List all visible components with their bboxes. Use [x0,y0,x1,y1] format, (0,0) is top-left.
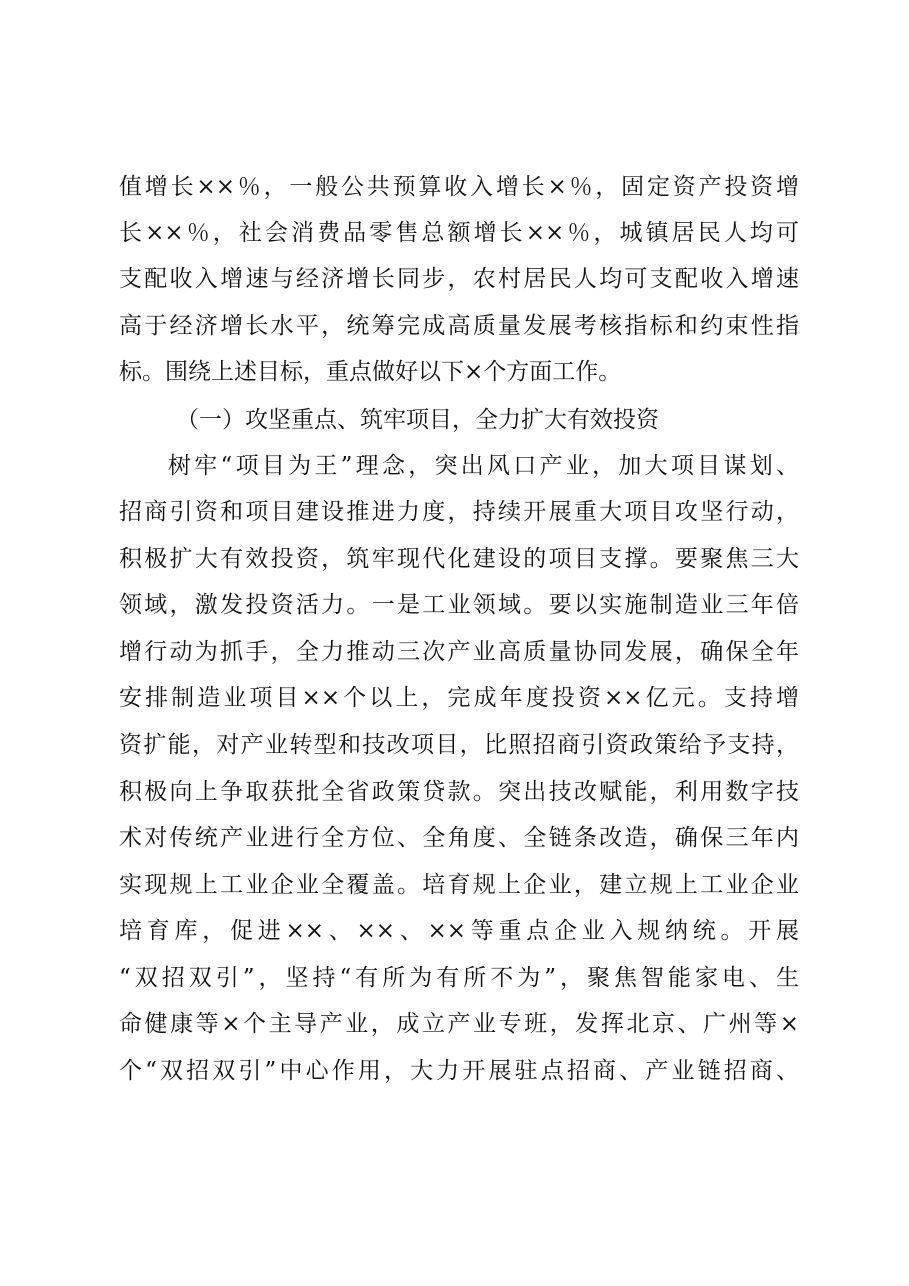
body-text-line: 支配收入增速与经济增长同步，农村居民人均可支配收入增速 [119,266,799,292]
paragraph-first-line: 树牢“项目为王”理念，突出风口产业，加大项目谋划、 [168,453,799,479]
body-text-line: “双招双引”，坚持“有所为有所不为”，聚焦智能家电、生 [119,965,799,991]
body-text-line: 标。围绕上述目标，重点做好以下×个方面工作。 [119,359,622,385]
body-text-line: 招商引资和项目建设推进力度，持续开展重大项目攻坚行动， [119,499,799,525]
body-text-line: 积极向上争取获批全省政策贷款。突出技改赋能，利用数字技 [119,779,799,805]
body-text-line: 值增长××％，一般公共预算收入增长×％，固定资产投资增 [119,174,799,200]
body-text-line: 高于经济增长水平，统筹完成高质量发展考核指标和约束性指 [119,313,799,339]
body-text-line: 增行动为抓手，全力推动三次产业高质量协同发展，确保全年 [119,639,799,665]
body-text-line: 安排制造业项目××个以上，完成年度投资××亿元。支持增 [119,685,799,711]
body-text-line: 命健康等×个主导产业，成立产业专班，发挥北京、广州等× [119,1011,799,1037]
section-heading: （一）攻坚重点、筑牢项目，全力扩大有效投资 [176,407,659,433]
body-text-line: 长××％，社会消费品零售总额增长××％，城镇居民人均可 [119,220,799,246]
body-text-line: 领域，激发投资活力。一是工业领域。要以实施制造业三年倍 [119,592,799,618]
body-text-line: 积极扩大有效投资，筑牢现代化建设的项目支撑。要聚焦三大 [119,546,799,572]
body-text-line: 实现规上工业企业全覆盖。培育规上企业，建立规上工业企业 [119,872,799,898]
body-text-line: 资扩能，对产业转型和技改项目，比照招商引资政策给予支持， [119,732,799,758]
body-text-line: 术对传统产业进行全方位、全角度、全链条改造，确保三年内 [119,825,799,851]
body-text-line: 培育库，促进××、××、××等重点企业入规纳统。开展 [119,918,799,944]
body-text-line: 个“双招双引”中心作用，大力开展驻点招商、产业链招商、 [119,1058,799,1084]
